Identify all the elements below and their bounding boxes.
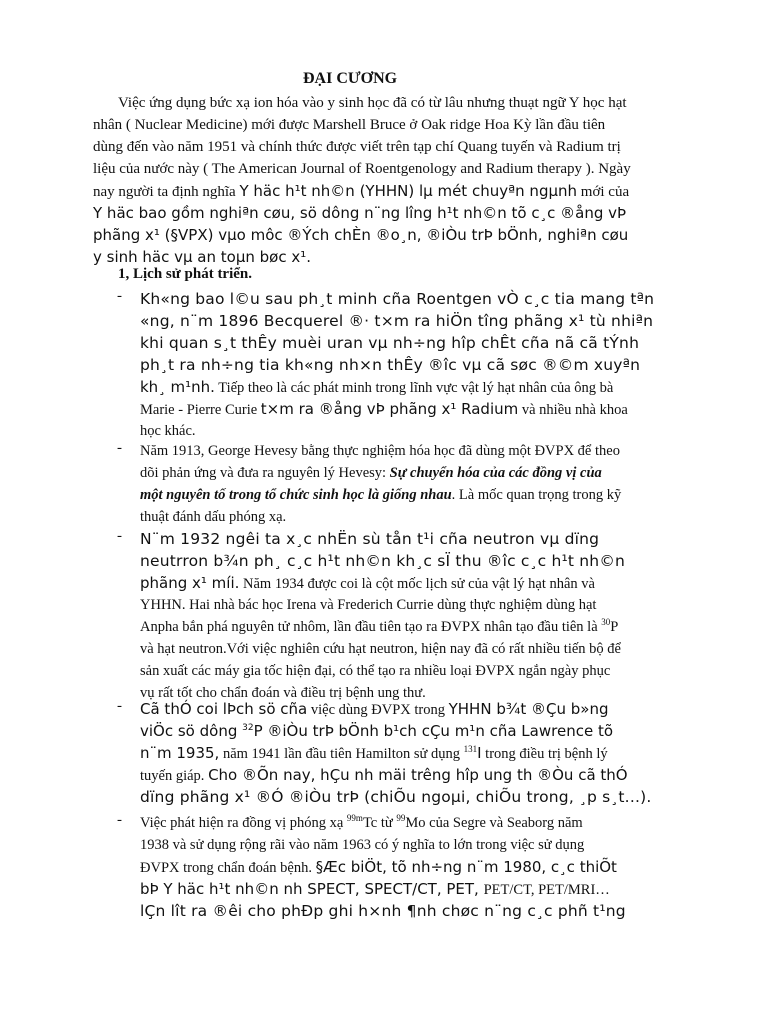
bullet-4-line-5: dïng phãng x¹ ®Ó ®iÒu trÞ (chiÕu ngoµi, chiÕu trong, ¸p s¸t...). xyxy=(140,788,652,806)
intro-line-6: Y häc bao gồm nghiªn cøu, sö dông n¨ng lîng h¹t nh©n tõ c¸c ®ång vÞ xyxy=(93,204,627,222)
bullet-5-line-3-b: §Æc biÖt, tõ nh÷ng n¨m 1980, c¸c thiÕt xyxy=(315,858,617,876)
bullet-5-line-1-c: Mo của Segre và Seaborg năm xyxy=(405,815,583,831)
bullet-dash: - xyxy=(117,812,122,828)
bullet-4-line-1-b: việc dùng ĐVPX trong xyxy=(307,702,449,718)
bullet-3-line-5-sup: 30 xyxy=(601,617,611,627)
intro-line-5 xyxy=(93,180,629,203)
bullet-2-line-4: thuật đánh dấu phóng xạ. xyxy=(140,509,287,525)
bullet-4-line-4 xyxy=(140,764,628,787)
bullet-1-line-6 xyxy=(140,398,628,421)
section-heading: 1, Lịch sử phát triển. xyxy=(118,266,253,282)
bullet-4-line-3 xyxy=(140,742,608,765)
bullet-1-line-5-b: Tiếp theo là các phát minh trong lĩnh vực vật lý hạt nhân của ông bà xyxy=(214,380,614,396)
bullet-2-line-3 xyxy=(140,484,621,506)
bullet-dash: - xyxy=(117,698,122,714)
bullet-1-line-6-c: và nhiều nhà khoa xyxy=(518,402,628,418)
bullet-3-line-2: neutrron b¾n ph¸ c¸c h¹t nh©n kh¸c sÏ thu ®îc c¸c h¹t nh©n xyxy=(140,552,626,570)
bullet-4-line-3-c: I xyxy=(477,744,482,762)
bullet-3-line-8: vụ rất tốt cho chẩn đoán và điều trị bệnh ung thư. xyxy=(140,685,426,701)
bullet-4-line-1-c: YHHN b¾t ®Çu b»ng xyxy=(448,700,609,718)
bullet-4-line-4-b: Cho ®Õn nay, hÇu nh mäi trêng hîp ung th ®Òu cã thÓ xyxy=(208,766,628,784)
bullet-3-line-3-a: phãng x¹ míi. xyxy=(140,574,240,592)
bullet-4-line-2-b: P ®iÒu trÞ bÖnh b¹ch cÇu m¹n cña Lawrence tõ xyxy=(253,722,613,740)
bullet-3-line-5-a: Anpha bắn phá nguyên tử nhôm, lần đầu tiên tạo ra ĐVPX nhân tạo đầu tiên là xyxy=(140,619,602,635)
intro-line-1: Việc ứng dụng bức xạ ion hóa vào y sinh học đã có từ lâu nhưng thuạt ngữ Y học hạt xyxy=(118,95,627,111)
bullet-4-line-3-a: n¨m 1935, xyxy=(140,744,220,762)
bullet-1-line-6-b: t×m ra ®ång vÞ phãng x¹ Radium xyxy=(260,400,519,418)
bullet-4-line-1 xyxy=(140,698,609,721)
bullet-1-line-3: khi quan s¸t thÊy muèi uran vµ nh÷ng hîp chÊt cña nã cã tÝnh xyxy=(140,334,640,352)
bullet-5-line-3-a: ĐVPX trong chẩn đoán bệnh. xyxy=(140,860,316,876)
bullet-dash: - xyxy=(117,440,122,456)
bullet-3-line-1: N¨m 1932 ngêi ta x¸c nhËn sù tån t¹i cña neutron vµ dïng xyxy=(140,530,600,548)
bullet-3-line-3-b: Năm 1934 được coi là cột mốc lịch sử của vật lý hạt nhân và xyxy=(239,576,595,592)
bullet-4-line-3-d: trong điều trị bệnh lý xyxy=(481,746,608,762)
intro-line-4: liệu của nước này ( The American Journal of Roentgenology and Radium therapy ). Ngày xyxy=(93,161,631,177)
bullet-4-line-1-a: Cã thÓ coi lÞch sö cña xyxy=(140,700,308,718)
bullet-4-line-4-a: tuyến giáp. xyxy=(140,768,209,784)
bullet-5-line-1-sup-2: 99 xyxy=(396,813,406,823)
bullet-4-line-2 xyxy=(140,720,613,742)
intro-line-5-a: nay người ta định nghĩa xyxy=(93,184,240,200)
page-title: ĐẠI CƯƠNG xyxy=(303,70,398,87)
bullet-dash: - xyxy=(117,528,122,544)
bullet-1-line-2: «ng, n¨m 1896 Becquerel ®· t×m ra hiÖn tîng phãng x¹ tù nhiªn xyxy=(140,312,654,330)
bullet-1-line-7: học khác. xyxy=(140,423,196,439)
bullet-1-line-6-a: Marie - Pierre Curie xyxy=(140,402,261,418)
bullet-1-line-1: Kh«ng bao l©u sau ph¸t minh cña Roentgen vÒ c¸c tia mang tªn xyxy=(140,290,655,308)
intro-line-7: phãng x¹ (§VPX) vµo môc ®Ých chÈn ®o¸n, ®iÒu trÞ bÖnh, nghiªn cøu xyxy=(93,226,629,244)
bullet-5-line-1-b: Tc từ xyxy=(362,815,397,831)
bullet-5-line-4 xyxy=(140,878,610,901)
bullet-5-line-2: 1938 và sử dụng rộng rãi vào năm 1963 có ý nghĩa to lớn trong việc sử dụng xyxy=(140,837,585,853)
bullet-5-line-1-a: Việc phát hiện ra đồng vị phóng xạ xyxy=(140,815,347,831)
bullet-5-line-4-a: bÞ Y häc h¹t nh©n nh SPECT, SPECT/CT, PET, xyxy=(140,880,484,898)
bullet-2-line-3-b: . Là mốc quan trọng trong kỹ xyxy=(451,487,622,503)
intro-line-3: dùng đến vào năm 1951 và chính thức được viết trên tạp chí Quang tuyến và Radium trị xyxy=(93,139,621,155)
intro-line-5-b: Y häc h¹t nh©n (YHHN) lµ mét chuyªn ngµnh xyxy=(239,182,578,200)
bullet-1-line-5-a: kh¸ m¹nh. xyxy=(140,378,215,396)
bullet-1-line-4: ph¸t ra nh÷ng tia kh«ng nh×n thÊy ®îc vµ cã søc ®©m xuyªn xyxy=(140,356,641,374)
bullet-5-line-1-sup-1: 99m xyxy=(346,813,363,823)
bullet-dash: - xyxy=(117,288,122,304)
bullet-3-line-3 xyxy=(140,572,595,595)
bullet-2-line-2-a: dõi phản ứng và đưa ra nguyên lý Hevesy: xyxy=(140,465,390,481)
bullet-3-line-7: sản xuất các máy gia tốc hiện đại, có thể tạo ra nhiều loại ĐVPX ngắn ngày phục xyxy=(140,663,611,679)
bullet-3-line-6: và hạt neutron.Với việc nghiên cứu hạt neutron, hiện nay đã có rất nhiều tiến bộ để xyxy=(140,641,621,657)
bullet-5-line-3 xyxy=(140,856,617,879)
bullet-5-line-1 xyxy=(140,812,583,834)
bullet-4-line-2-sup: 32 xyxy=(242,723,254,733)
bullet-4-line-2-a: viÖc sö dông xyxy=(140,722,243,740)
intro-line-8: y sinh häc vµ an toµn bøc x¹. xyxy=(93,248,312,266)
bullet-3-line-4: YHHN. Hai nhà bác học Irena và Frederich Currie dùng thực nghiệm dùng hạt xyxy=(140,597,597,613)
bullet-1-line-5 xyxy=(140,376,613,399)
bullet-3-line-5 xyxy=(140,616,618,638)
bullet-5-line-4-b: PET/CT, PET/MRI… xyxy=(483,882,610,898)
bullet-2-line-1: Năm 1913, George Hevesy bằng thực nghiệm hóa học đã dùng một ĐVPX để theo xyxy=(140,443,620,459)
bullet-2-line-2-b: Sự chuyển hóa của các đồng vị của xyxy=(389,465,602,481)
bullet-5-line-5: lÇn lît ra ®êi cho phÐp ghi h×nh ¶nh chøc n¨ng c¸c phñ t¹ng xyxy=(140,902,626,920)
intro-line-2: nhân ( Nuclear Medicine) mới được Marshell Bruce ở Oak ridge Hoa Kỳ lần đầu tiên xyxy=(93,117,606,133)
bullet-2-line-3-a: một nguyên tố trong tổ chức sinh học là giống nhau xyxy=(140,487,452,503)
bullet-4-line-3-sup: 131 xyxy=(463,744,478,754)
bullet-2-line-2 xyxy=(140,462,602,484)
bullet-3-line-5-b: P xyxy=(610,619,619,635)
intro-line-5-c: mới của xyxy=(577,184,630,200)
bullet-4-line-3-b: năm 1941 lần đầu tiên Hamilton sử dụng xyxy=(219,746,464,762)
